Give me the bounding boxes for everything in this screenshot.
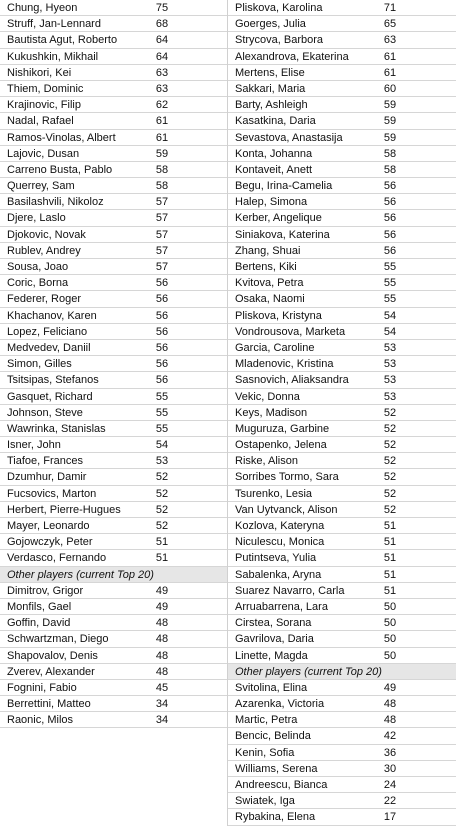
player-value: 48	[155, 633, 169, 646]
player-name: Struff, Jan-Lennard	[7, 18, 101, 31]
table-row	[228, 0, 456, 16]
table-row	[0, 356, 227, 372]
player-value: 49	[383, 681, 397, 694]
table-row	[228, 32, 456, 48]
player-name: Bertens, Kiki	[235, 261, 297, 273]
player-name: Garcia, Caroline	[235, 341, 315, 354]
table-row	[228, 728, 456, 744]
player-name: Kozlova, Kateryna	[235, 520, 325, 532]
table-row	[0, 599, 227, 615]
table-row	[228, 696, 456, 712]
player-name: Sakkari, Maria	[235, 82, 306, 95]
table-row	[0, 648, 227, 664]
player-value: 51	[383, 584, 397, 597]
player-name: Siniakova, Katerina	[235, 228, 330, 241]
table-row	[0, 97, 227, 113]
player-name: Federer, Roger	[7, 293, 81, 306]
table-row	[228, 356, 456, 372]
player-name: Niculescu, Monica	[235, 536, 325, 549]
player-name: Sasnovich, Aliaksandra	[235, 374, 349, 387]
table-row	[0, 259, 227, 275]
player-value: 61	[155, 115, 169, 128]
player-value: 45	[155, 681, 169, 694]
player-name: Strycova, Barbora	[235, 34, 324, 47]
player-name: Konta, Johanna	[235, 147, 313, 160]
player-name: Tsitsipas, Stefanos	[7, 374, 99, 387]
player-value: 56	[155, 309, 169, 322]
player-name: Nadal, Rafael	[7, 115, 74, 128]
player-value: 57	[155, 212, 169, 225]
table-row	[0, 534, 227, 550]
table-row	[228, 194, 456, 210]
player-name: Sevastova, Anastasija	[235, 131, 343, 144]
player-value: 63	[383, 34, 397, 47]
table-row	[0, 243, 227, 259]
player-value: 59	[155, 147, 169, 160]
table-row	[228, 291, 456, 307]
player-value: 51	[155, 536, 169, 549]
player-value: 52	[155, 520, 169, 532]
player-name: Raonic, Milos	[7, 714, 74, 727]
player-name: Tiafoe, Frances	[7, 455, 84, 468]
table-row	[0, 550, 227, 566]
player-name: Goerges, Julia	[235, 18, 306, 31]
player-name: Halep, Simona	[235, 196, 308, 209]
player-value: 55	[383, 261, 397, 273]
player-name: Keys, Madison	[235, 406, 308, 419]
table-row	[228, 340, 456, 356]
player-value: 57	[155, 244, 169, 257]
table-row	[0, 146, 227, 162]
player-value: 49	[155, 600, 169, 613]
player-name: Bautista Agut, Roberto	[7, 34, 118, 47]
section-label: Other players (current Top 20)	[7, 568, 154, 581]
player-name: Schwartzman, Diego	[7, 633, 109, 646]
player-value: 58	[155, 180, 169, 193]
player-name: Svitolina, Elina	[235, 681, 308, 694]
player-name: Simon, Gilles	[7, 358, 72, 371]
table-row	[0, 437, 227, 453]
player-value: 34	[155, 698, 169, 711]
player-name: Putintseva, Yulia	[235, 552, 317, 565]
player-name: Ramos-Vinolas, Albert	[7, 131, 116, 144]
player-name: Kukushkin, Mikhail	[7, 50, 99, 63]
player-value: 59	[383, 131, 397, 144]
table-row	[0, 518, 227, 534]
player-value: 61	[383, 50, 397, 63]
player-value: 48	[155, 649, 169, 662]
player-name: Zhang, Shuai	[235, 244, 301, 257]
table-row	[0, 178, 227, 194]
player-value: 30	[383, 762, 397, 775]
table-row	[0, 291, 227, 307]
player-name: Sousa, Joao	[7, 261, 69, 273]
player-name: Osaka, Naomi	[235, 293, 305, 306]
player-value: 53	[383, 374, 397, 387]
table-row	[228, 130, 456, 146]
player-value: 34	[155, 714, 169, 727]
player-value: 50	[383, 649, 397, 662]
player-name: Mayer, Leonardo	[7, 520, 90, 532]
table-row	[228, 437, 456, 453]
player-value: 75	[155, 2, 169, 14]
table-row	[0, 389, 227, 405]
player-name: Dimitrov, Grigor	[7, 584, 84, 597]
table-row	[228, 243, 456, 259]
player-value: 55	[383, 293, 397, 306]
table-row	[0, 340, 227, 356]
player-name: Pliskova, Karolina	[235, 2, 323, 14]
table-row	[228, 65, 456, 81]
table-row	[228, 809, 456, 825]
table-row	[0, 405, 227, 421]
player-value: 22	[383, 795, 397, 808]
player-name: Kontaveit, Anett	[235, 163, 313, 176]
player-value: 62	[155, 99, 169, 112]
table-row	[0, 696, 227, 712]
player-name: Mladenovic, Kristina	[235, 358, 334, 371]
player-name: Djokovic, Novak	[7, 228, 86, 241]
table-row	[228, 502, 456, 518]
table-row	[0, 227, 227, 243]
player-value: 56	[383, 244, 397, 257]
player-name: Thiem, Dominic	[7, 82, 84, 95]
player-value: 55	[155, 406, 169, 419]
table-row	[228, 97, 456, 113]
player-value: 52	[383, 406, 397, 419]
table-row	[228, 405, 456, 421]
player-value: 52	[383, 439, 397, 452]
table-row	[0, 16, 227, 32]
player-value: 52	[383, 422, 397, 435]
player-value: 56	[383, 212, 397, 225]
table-row	[228, 275, 456, 291]
table-row	[228, 534, 456, 550]
player-value: 53	[383, 341, 397, 354]
table-row	[0, 49, 227, 65]
player-name: Bencic, Belinda	[235, 730, 311, 743]
table-row	[0, 324, 227, 340]
table-row	[0, 65, 227, 81]
player-name: Berrettini, Matteo	[7, 698, 91, 711]
table-row	[228, 583, 456, 599]
table-row	[228, 793, 456, 809]
table-row	[0, 421, 227, 437]
player-value: 64	[155, 50, 169, 63]
player-name: Arruabarrena, Lara	[235, 600, 328, 613]
player-name: Lajovic, Dusan	[7, 147, 80, 160]
player-name: Fucsovics, Marton	[7, 487, 97, 500]
table-row	[228, 567, 456, 583]
player-name: Basilashvili, Nikoloz	[7, 196, 104, 209]
table-row	[0, 583, 227, 599]
player-value: 51	[155, 552, 169, 565]
player-name: Shapovalov, Denis	[7, 649, 98, 662]
player-value: 53	[383, 358, 397, 371]
table-row	[0, 194, 227, 210]
table-row	[0, 664, 227, 680]
player-value: 68	[155, 18, 169, 31]
player-value: 64	[155, 34, 169, 47]
table-row	[228, 389, 456, 405]
player-name: Kenin, Sofia	[235, 746, 295, 759]
player-name: Sabalenka, Aryna	[235, 568, 322, 581]
player-name: Pliskova, Kristyna	[235, 309, 322, 322]
table-row	[228, 178, 456, 194]
player-name: Djere, Laslo	[7, 212, 66, 225]
table-row	[228, 631, 456, 647]
player-name: Kvitova, Petra	[235, 277, 304, 290]
player-value: 50	[383, 600, 397, 613]
player-value: 59	[383, 99, 397, 112]
player-name: Kerber, Angelique	[235, 212, 322, 225]
player-name: Martic, Petra	[235, 714, 298, 727]
player-value: 61	[155, 131, 169, 144]
player-name: Vekic, Donna	[235, 390, 300, 403]
table-row	[228, 550, 456, 566]
player-name: Gasquet, Richard	[7, 390, 93, 403]
player-name: Azarenka, Victoria	[235, 698, 325, 711]
table-row	[228, 648, 456, 664]
player-value: 60	[383, 82, 397, 95]
player-value: 48	[155, 665, 169, 678]
player-name: Johnson, Steve	[7, 406, 83, 419]
player-name: Wawrinka, Stanislas	[7, 422, 106, 435]
player-value: 65	[383, 18, 397, 31]
player-name: Querrey, Sam	[7, 180, 75, 193]
table-row	[228, 259, 456, 275]
player-value: 56	[155, 374, 169, 387]
player-value: 51	[383, 552, 397, 565]
player-name: Rublev, Andrey	[7, 244, 81, 257]
player-name: Coric, Borna	[7, 277, 69, 290]
table-row	[0, 32, 227, 48]
player-value: 57	[155, 261, 169, 273]
player-value: 52	[383, 503, 397, 516]
player-name: Nishikori, Kei	[7, 66, 72, 79]
table-row	[228, 518, 456, 534]
player-name: Chung, Hyeon	[7, 2, 78, 14]
player-value: 56	[155, 277, 169, 290]
player-value: 59	[383, 115, 397, 128]
player-name: Ostapenko, Jelena	[235, 439, 327, 452]
player-value: 50	[383, 633, 397, 646]
player-name: Krajinovic, Filip	[7, 99, 81, 112]
table-row	[0, 162, 227, 178]
player-name: Khachanov, Karen	[7, 309, 97, 322]
table-row	[0, 486, 227, 502]
table-row	[0, 372, 227, 388]
table-row	[228, 210, 456, 226]
player-name: Riske, Alison	[235, 455, 298, 468]
player-value: 53	[383, 390, 397, 403]
table-row	[0, 631, 227, 647]
player-value: 54	[383, 325, 397, 338]
player-name: Swiatek, Iga	[235, 795, 295, 808]
player-value: 63	[155, 66, 169, 79]
player-name: Muguruza, Garbine	[235, 422, 330, 435]
table-row	[0, 502, 227, 518]
table-row	[0, 615, 227, 631]
player-name: Williams, Serena	[235, 762, 318, 775]
player-value: 61	[383, 66, 397, 79]
player-value: 57	[155, 196, 169, 209]
table-row	[0, 130, 227, 146]
player-name: Barty, Ashleigh	[235, 99, 308, 112]
player-value: 56	[383, 228, 397, 241]
table-row	[228, 712, 456, 728]
player-value: 71	[383, 2, 397, 14]
player-value: 52	[383, 471, 397, 484]
player-name: Goffin, David	[7, 617, 71, 630]
table-row	[228, 146, 456, 162]
table-row	[228, 761, 456, 777]
player-name: Linette, Magda	[235, 649, 308, 662]
player-name: Suarez Navarro, Carla	[235, 584, 345, 597]
player-value: 56	[383, 196, 397, 209]
player-value: 51	[383, 520, 397, 532]
table-row	[0, 453, 227, 469]
table-row	[0, 210, 227, 226]
player-value: 52	[155, 503, 169, 516]
player-value: 48	[383, 714, 397, 727]
player-value: 52	[383, 487, 397, 500]
table-row	[228, 308, 456, 324]
player-value: 36	[383, 746, 397, 759]
table-row	[228, 81, 456, 97]
right-column	[228, 0, 456, 826]
table-row	[228, 745, 456, 761]
player-name: Medvedev, Daniil	[7, 341, 91, 354]
table-row	[228, 615, 456, 631]
player-value: 54	[155, 439, 169, 452]
player-name: Verdasco, Fernando	[7, 552, 107, 565]
table-row	[228, 324, 456, 340]
table-row	[228, 162, 456, 178]
table-row	[228, 599, 456, 615]
player-name: Carreno Busta, Pablo	[7, 163, 113, 176]
table-row	[0, 680, 227, 696]
table-row	[228, 680, 456, 696]
player-value: 56	[155, 325, 169, 338]
player-name: Vondrousova, Marketa	[235, 325, 346, 338]
table-row	[228, 486, 456, 502]
player-name: Sorribes Tormo, Sara	[235, 471, 339, 484]
table-row	[0, 0, 227, 16]
player-value: 48	[155, 617, 169, 630]
player-value: 42	[383, 730, 397, 743]
player-name: Begu, Irina-Camelia	[235, 180, 333, 193]
table-row	[228, 16, 456, 32]
player-value: 56	[383, 180, 397, 193]
player-name: Rybakina, Elena	[235, 811, 316, 824]
player-name: Dzumhur, Damir	[7, 471, 87, 484]
table-row	[228, 469, 456, 485]
player-name: Van Uytvanck, Alison	[235, 503, 338, 516]
player-value: 56	[155, 293, 169, 306]
table-row	[0, 275, 227, 291]
player-value: 55	[155, 422, 169, 435]
player-value: 52	[155, 487, 169, 500]
table-row	[228, 421, 456, 437]
table-row	[228, 372, 456, 388]
player-name: Cirstea, Sorana	[235, 617, 312, 630]
table-row	[228, 49, 456, 65]
section-header	[228, 664, 456, 680]
player-name: Gojowczyk, Peter	[7, 536, 93, 549]
player-name: Monfils, Gael	[7, 600, 72, 613]
player-name: Mertens, Elise	[235, 66, 305, 79]
player-value: 51	[383, 536, 397, 549]
player-value: 24	[383, 779, 397, 791]
player-name: Kasatkina, Daria	[235, 115, 316, 128]
player-value: 56	[155, 358, 169, 371]
table-row	[0, 113, 227, 129]
player-value: 52	[155, 471, 169, 484]
player-value: 58	[155, 163, 169, 176]
table-row	[228, 453, 456, 469]
player-name: Zverev, Alexander	[7, 665, 95, 678]
player-name: Isner, John	[7, 439, 61, 452]
table-row	[0, 81, 227, 97]
player-value: 17	[383, 811, 397, 824]
table-row	[228, 227, 456, 243]
player-value: 56	[155, 341, 169, 354]
player-value: 51	[383, 568, 397, 581]
player-value: 63	[155, 82, 169, 95]
player-value: 55	[155, 390, 169, 403]
player-value: 58	[383, 163, 397, 176]
player-name: Herbert, Pierre-Hugues	[7, 503, 121, 516]
player-name: Alexandrova, Ekaterina	[235, 50, 349, 63]
player-name: Gavrilova, Daria	[235, 633, 314, 646]
player-name: Andreescu, Bianca	[235, 779, 328, 791]
player-name: Lopez, Feliciano	[7, 325, 88, 338]
table-row	[228, 113, 456, 129]
player-name: Fognini, Fabio	[7, 681, 77, 694]
table-row	[228, 777, 456, 793]
player-value: 49	[155, 584, 169, 597]
player-value: 55	[383, 277, 397, 290]
player-value: 57	[155, 228, 169, 241]
player-value: 58	[383, 147, 397, 160]
player-name: Tsurenko, Lesia	[235, 487, 313, 500]
player-value: 50	[383, 617, 397, 630]
table-row	[0, 308, 227, 324]
player-value: 52	[383, 455, 397, 468]
table-row	[0, 469, 227, 485]
player-value: 54	[383, 309, 397, 322]
section-header	[0, 567, 227, 583]
player-value: 53	[155, 455, 169, 468]
player-value: 48	[383, 698, 397, 711]
section-label: Other players (current Top 20)	[235, 665, 382, 678]
table-row	[0, 712, 227, 728]
